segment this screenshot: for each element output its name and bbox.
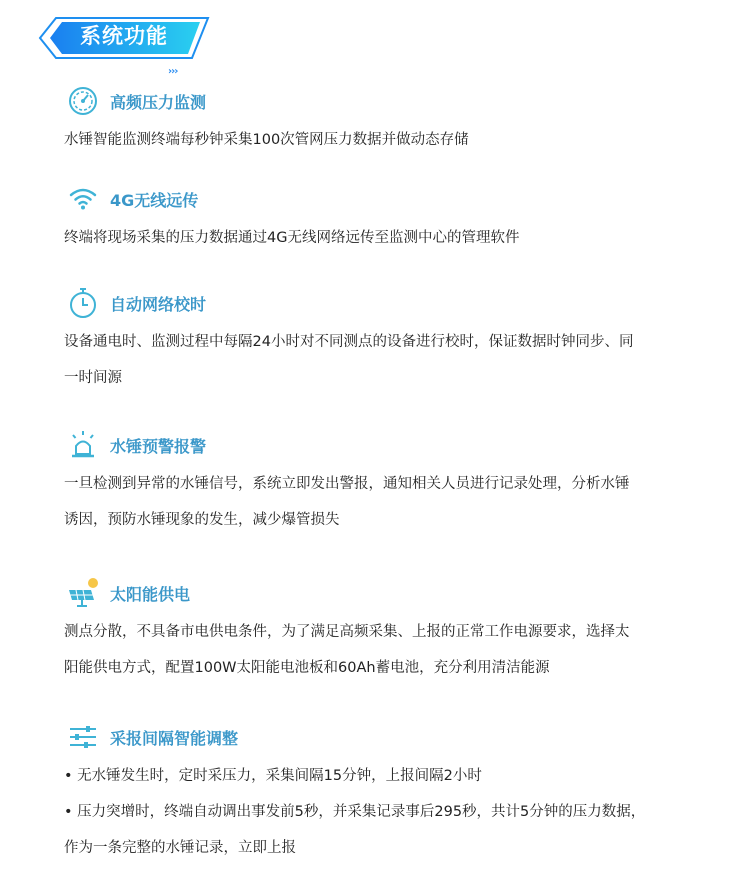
feature-smart-interval [64,720,714,866]
feature-text: 诱因，预防水锤现象的发生，减少爆管损失 [64,512,340,528]
alarm-light-icon [66,428,100,462]
feature-text: 阳能供电方式，配置100W太阳能电池板和60Ah蓄电池，充分利用清洁能源 [64,660,550,676]
feature-title: 太阳能供电 [110,585,191,604]
solar-panel-icon [66,576,100,610]
feature-text: 设备通电时、监测过程中每隔24小时对不同测点的设备进行校时，保证数据时钟同步、同 [64,334,634,350]
feature-high-frequency-pressure [64,84,714,158]
stopwatch-icon [66,286,100,320]
feature-title: 高频压力监测 [110,93,207,112]
gauge-icon [66,84,100,118]
feature-text: 一旦检测到异常的水锤信号，系统立即发出警报，通知相关人员进行记录处理，分析水锤 [64,476,630,492]
feature-text: 水锤智能监测终端每秒钟采集100次管网压力数据并做动态存储 [64,132,469,148]
feature-water-hammer-alarm [64,428,714,538]
feature-text: 测点分散，不具备市电供电条件，为了满足高频采集、上报的正常工作电源要求，选择太 [64,624,630,640]
wifi-icon [66,182,100,216]
feature-solar-power [64,576,714,686]
sliders-icon [66,720,100,754]
chevrons-right-icon: ››› [168,66,178,77]
feature-4g-transmission [64,182,714,256]
feature-title: 4G无线远传 [110,191,199,210]
feature-text: 作为一条完整的水锤记录，立即上报 [64,840,296,856]
feature-title: 采报间隔智能调整 [110,729,239,748]
feature-title: 水锤预警报警 [110,437,207,456]
feature-bullet: • 无水锤发生时，定时采压力，采集间隔15分钟，上报间隔2小时 [64,768,482,784]
feature-text: 一时间源 [64,370,122,386]
feature-title: 自动网络校时 [110,295,207,314]
feature-text: 终端将现场采集的压力数据通过4G无线网络远传至监测中心的管理软件 [64,230,520,246]
feature-bullet: • 压力突增时，终端自动调出事发前5秒，并采集记录事后295秒，共计5分钟的压力数据， [64,804,646,820]
section-banner [38,14,210,77]
banner-title: 系统功能 [80,24,168,48]
feature-auto-time-sync [64,286,714,396]
